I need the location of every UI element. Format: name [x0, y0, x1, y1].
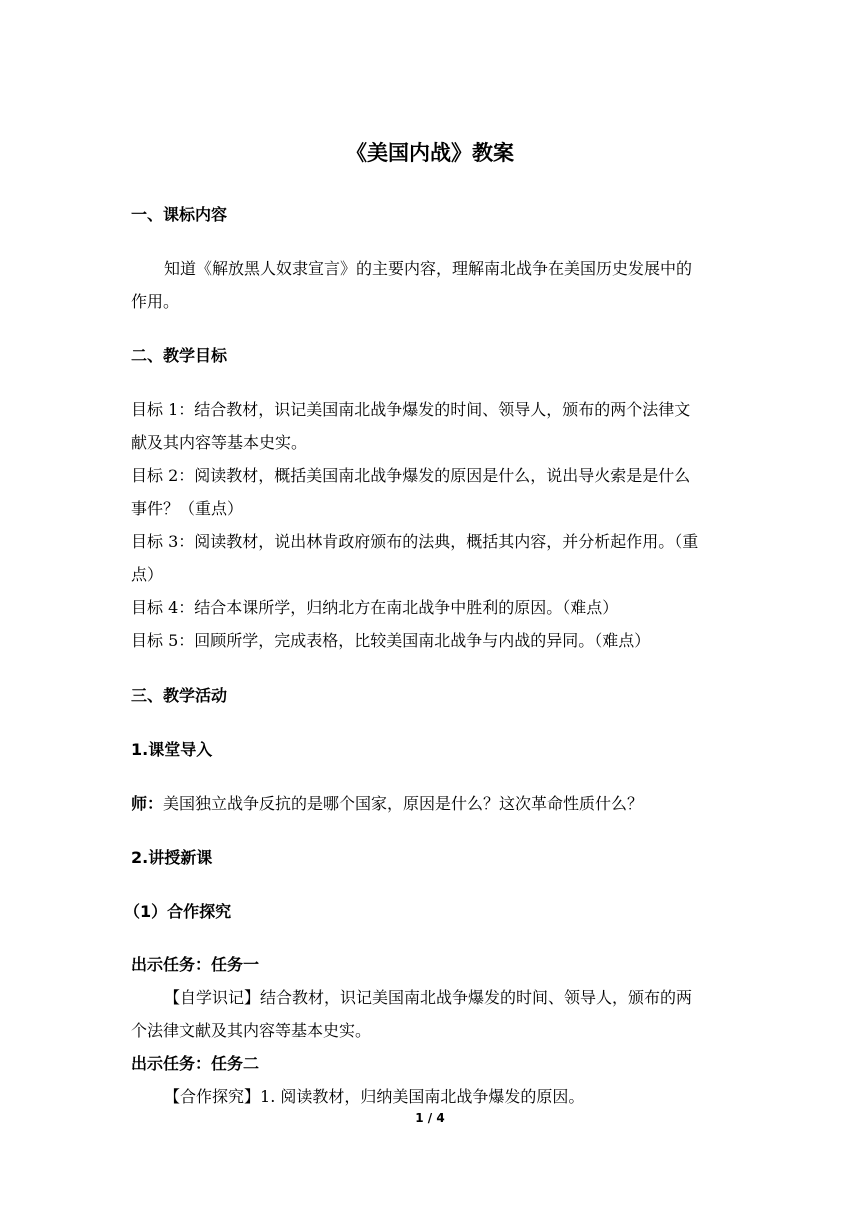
task-one-line: 个法律文献及其内容等基本史实。: [131, 1021, 372, 1040]
subheading-cooperative-inquiry: （1）合作探究: [124, 902, 232, 921]
objective-line: 事件？（重点）: [131, 499, 244, 518]
section-heading-activities: 三、教学活动: [131, 686, 228, 705]
objective-line: 目标 1：结合教材，识记美国南北战争爆发的时间、领导人，颁布的两个法律文: [131, 400, 691, 419]
section-heading-objectives: 二、教学目标: [131, 346, 228, 365]
objective-line: 目标 2：阅读教材，概括美国南北战争爆发的原因是什么，说出导火索是是什么: [131, 466, 691, 485]
teacher-question-text: 美国独立战争反抗的是哪个国家，原因是什么？这次革命性质什么？: [163, 794, 644, 813]
objective-line: 献及其内容等基本史实。: [131, 433, 308, 452]
task-two-tag: 【合作探究】: [164, 1087, 261, 1106]
objective-line: 目标 3：阅读教材，说出林肯政府颁布的法典，概括其内容，并分析起作用。（重: [131, 532, 699, 551]
section-heading-curriculum: 一、课标内容: [131, 205, 228, 224]
objective-line: 目标 5：回顾所学，完成表格，比较美国南北战争与内战的异同。（难点）: [131, 631, 651, 650]
task-one-text: 结合教材，识记美国南北战争爆发的时间、领导人，颁布的两: [260, 988, 693, 1007]
document-title: 《美国内战》教案: [346, 141, 514, 165]
page-number: 1 / 4: [415, 1111, 445, 1125]
task-two-text: 1. 阅读教材，归纳美国南北战争爆发的原因。: [260, 1087, 585, 1106]
task-one-heading: 出示任务：任务一: [131, 955, 260, 974]
subheading-intro: 1.课堂导入: [131, 740, 213, 759]
task-two-heading: 出示任务：任务二: [131, 1054, 260, 1073]
teacher-label: 师：: [131, 794, 164, 813]
task-one-line: [164, 986, 692, 1010]
teacher-question: [131, 792, 643, 816]
task-two-line: [164, 1085, 584, 1109]
curriculum-paragraph-line: 知道《解放黑人奴隶宣言》的主要内容，理解南北战争在美国历史发展中的: [164, 259, 693, 278]
objective-line: 点）: [131, 565, 164, 584]
objective-line: 目标 4：结合本课所学，归纳北方在南北战争中胜利的原因。（难点）: [131, 598, 619, 617]
curriculum-paragraph-line: 作用。: [131, 292, 180, 311]
task-one-tag: 【自学识记】: [164, 988, 261, 1007]
subheading-new-lesson: 2.讲授新课: [131, 848, 213, 867]
